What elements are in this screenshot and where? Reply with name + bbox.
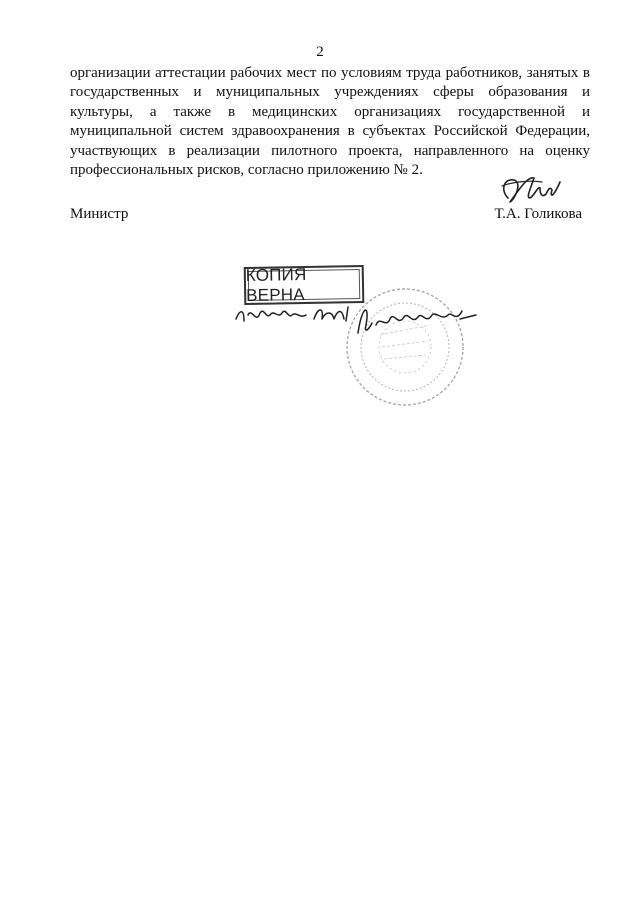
body-line: государственных и муниципальных учреждениях сферы образования и [70,84,590,101]
certifier-signature [358,310,476,333]
page-number: 2 [316,44,324,60]
body-paragraph [70,64,590,180]
body-line: организации аттестации рабочих мест по условиям труда работников, занятых в [70,65,590,81]
body-line: муниципальной систем здравоохранения в субъектах Российской Федерации, [70,123,590,140]
copy-certified-stamp: КОПИЯ ВЕРНА [244,265,365,305]
body-line: культуры, а также в медицинских организациях государственной и [70,103,590,120]
certification-mark [230,285,490,410]
signatory-title: Министр [70,206,129,222]
handwritten-date-scribble [236,307,348,321]
body-line: профессиональных рисков, согласно приложению № 2. [70,162,423,179]
round-seal [347,289,463,405]
body-line: участвующих в реализации пилотного проекта, направленного на оценку [70,142,590,159]
signatory-name: Т.А. Голикова [494,206,582,222]
